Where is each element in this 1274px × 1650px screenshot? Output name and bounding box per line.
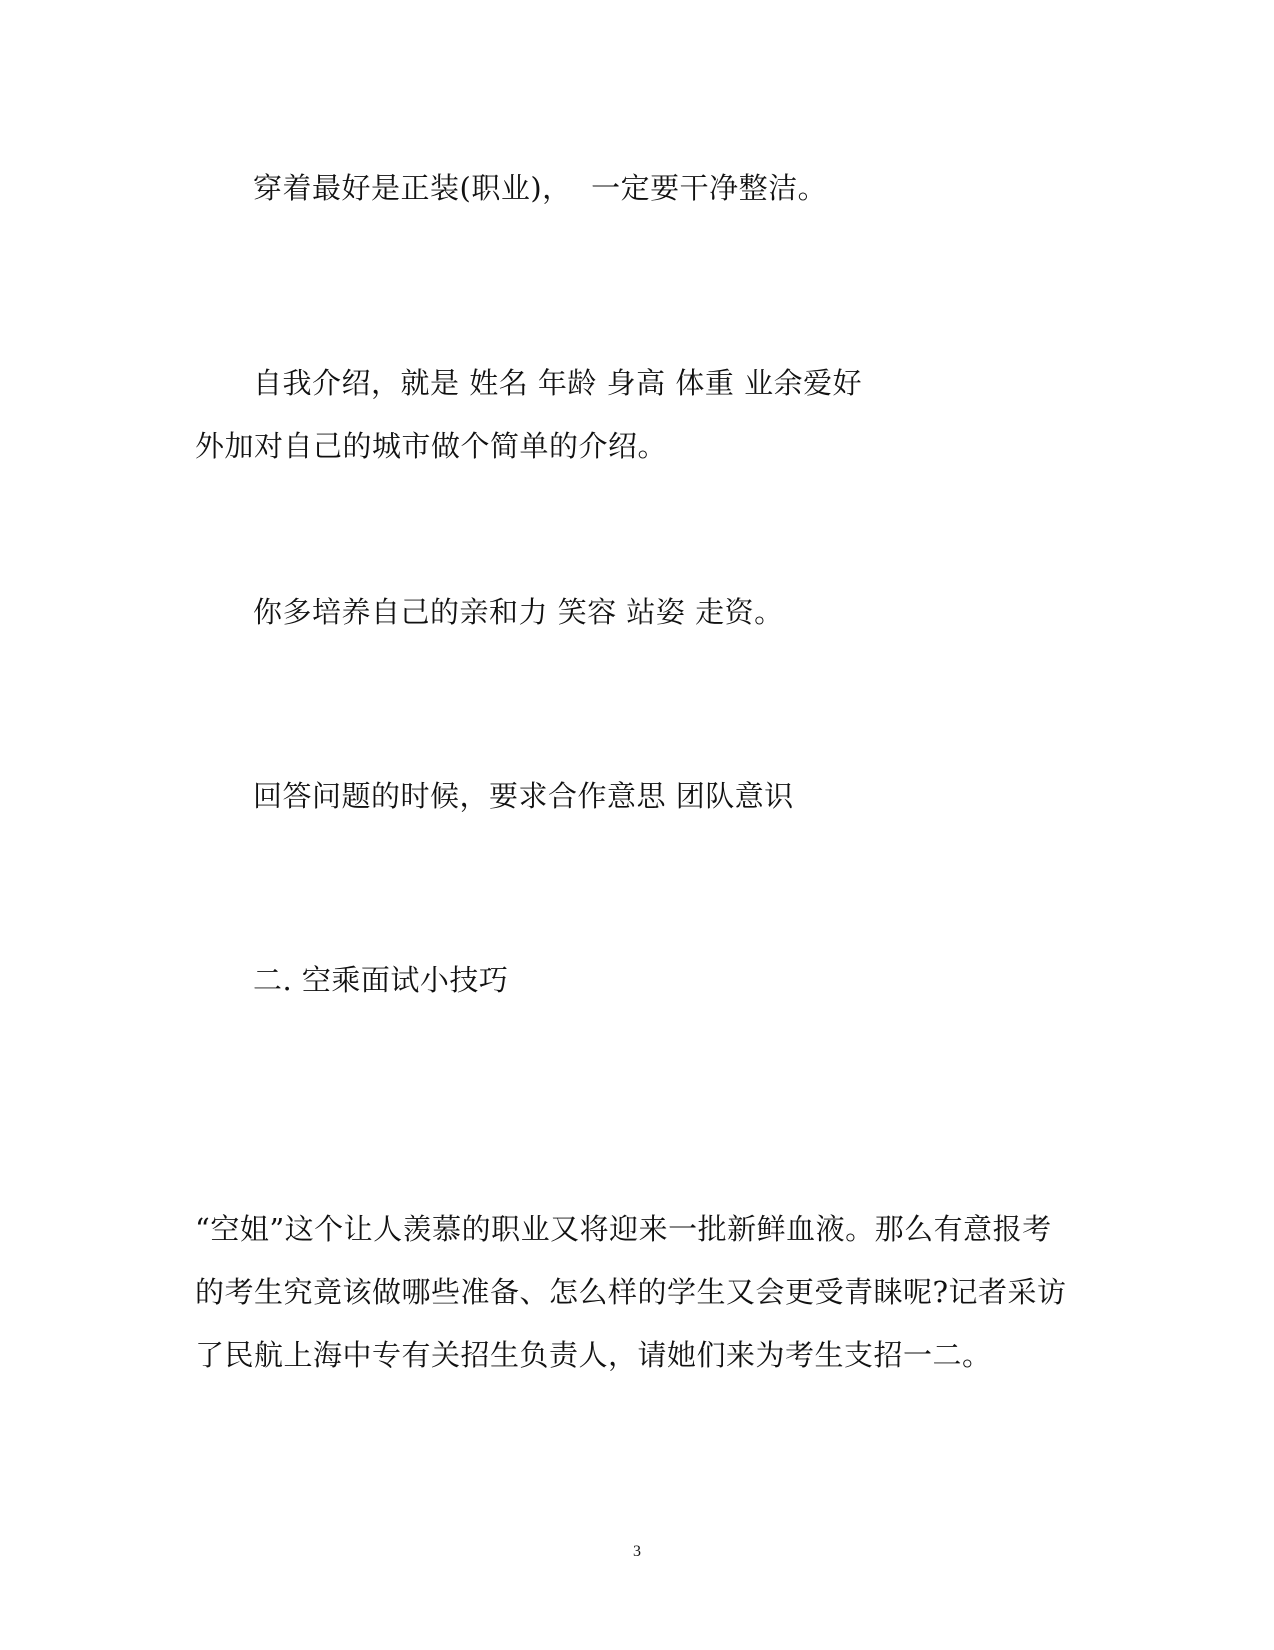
paragraph-self-intro-line-2: 外加对自己的城市做个简单的介绍。 [195, 429, 668, 463]
page-number: 3 [633, 1543, 641, 1560]
paragraph-flight-attendant-line-3: 了民航上海中专有关招生负责人，请她们来为考生支招一二。 [195, 1338, 992, 1372]
paragraph-flight-attendant-line-2: 的考生究竟该做哪些准备、怎么样的学生又会更受青睐呢?记者采访 [195, 1275, 1067, 1309]
paragraph-self-intro-line-1: 自我介绍，就是 姓名 年龄 身高 体重 业余爱好 [253, 366, 863, 400]
paragraph-attire-line-1: 穿着最好是正装(职业)， 一定要干净整洁。 [253, 171, 828, 205]
section-heading-interview-tips: 二. 空乘面试小技巧 [253, 963, 509, 997]
paragraph-flight-attendant-line-1: “空姐”这个让人羡慕的职业又将迎来一批新鲜血液。那么有意报考 [195, 1212, 1052, 1246]
paragraph-affinity-line-1: 你多培养自己的亲和力 笑容 站姿 走资。 [253, 595, 784, 629]
paragraph-answering-line-1: 回答问题的时候，要求合作意思 团队意识 [253, 779, 794, 813]
